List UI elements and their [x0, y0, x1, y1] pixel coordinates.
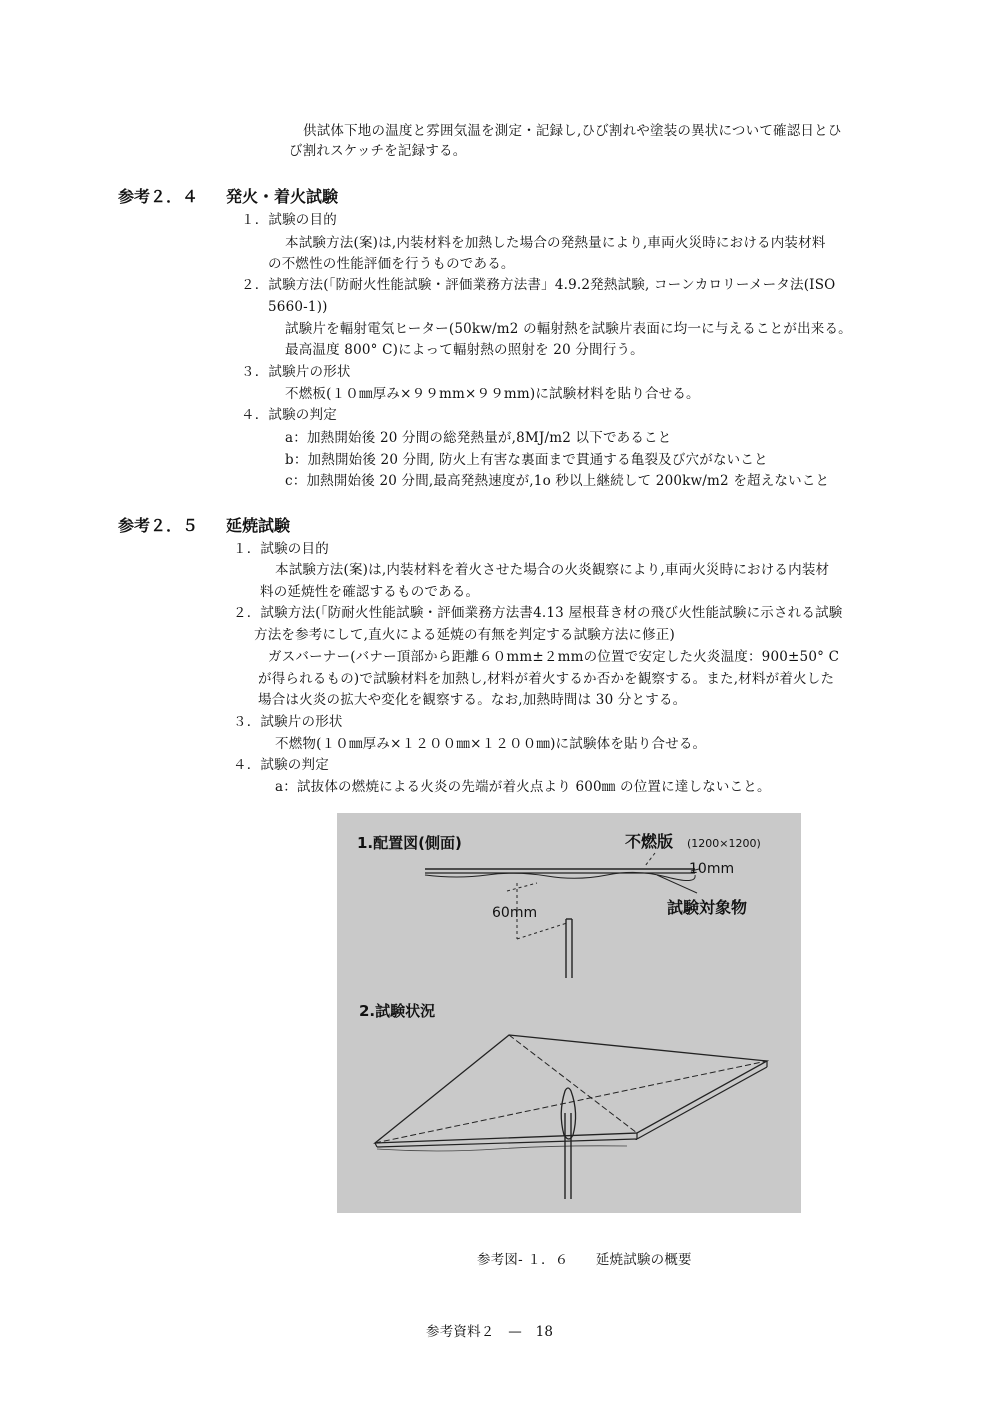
- s24-item4-a: a：加熱開始後 20 分間の総発熱量が,8MJ/m2 以下であること: [285, 430, 672, 446]
- intro-line-2: び割れスケッチを記録する。: [289, 143, 467, 159]
- s25-item3-line1: 不燃物(１０㎜厚み×１２００㎜×１２００㎜)に試験体を貼り合せる。: [275, 736, 707, 752]
- s24-item4-c: c：加熱開始後 20 分間,最高発熱速度が,1o 秒以上継続して 200kw/m2 を超えないこと: [285, 473, 830, 489]
- s24-item1-title: １．試験の目的: [241, 212, 337, 228]
- s24-item1-line2: の不燃性の性能評価を行うものである。: [268, 256, 515, 272]
- s25-item1-title: １．試験の目的: [233, 541, 329, 557]
- section-2-4-number: 参考２．４: [118, 187, 199, 206]
- s25-item2-line2: 方法を参考にして,直火による延焼の有無を判定する試験方法に修正): [254, 627, 675, 643]
- s25-item3-title: ３．試験片の形状: [233, 714, 343, 730]
- figure-caption: 参考図- １．６ 延焼試験の概要: [477, 1252, 692, 1268]
- s25-item2-line1: ２．試験方法(「防耐火性能試験・評価業務方法書4.13 屋根葺き材の飛び火性能試験に示される試験: [233, 605, 843, 621]
- section-2-5-title: 延焼試験: [226, 516, 291, 535]
- section-2-4-title: 発火・着火試験: [226, 187, 339, 206]
- s25-item2-line4: が得られるもの)で試験材料を加熱し,材料が着火するか否かを観察する。また,材料が着火した: [258, 671, 835, 687]
- intro-line-1: 供試体下地の温度と雰囲気温を測定・記録し,ひび割れや塗装の異状について確認日とひ: [303, 123, 842, 139]
- s24-item3-line1: 不燃板(１０㎜厚み×９９mm×９９mm)に試験材料を貼り合せる。: [285, 386, 700, 402]
- board-side-view: [425, 869, 695, 881]
- burner-with-flame: [561, 1088, 575, 1199]
- s24-item1-line1: 本試験方法(案)は,内装材料を加熱した場合の発熱量により,車両火災時における内装材料: [285, 235, 826, 251]
- s25-item2-line3: ガスバーナー(バナー頂部から距離６０mm±２mmの位置で安定した火炎温度：900±50° C: [268, 649, 840, 665]
- s25-item4-a: a：試抜体の燃焼による火炎の先端が着火点より 600㎜ の位置に達しないこと。: [275, 779, 771, 795]
- s25-item1-line2: 料の延焼性を確認するものである。: [260, 584, 480, 600]
- figure-label-2: 2.試験状況: [359, 1002, 436, 1020]
- section-2-5-number: 参考２．５: [118, 516, 199, 535]
- figure-label-1: 1.配置図(側面): [357, 834, 462, 852]
- s24-item2-line3: 試験片を輻射電気ヒーター(50kw/m2 の輻射熱を試験片表面に均一に与えることが出来る。: [285, 321, 852, 337]
- s24-item4-title: ４．試験の判定: [241, 407, 337, 423]
- board-size-label: (1200×1200): [687, 837, 761, 850]
- target-label: 試験対象物: [667, 898, 748, 917]
- s25-item2-line5: 場合は火炎の拡大や変化を観察する。なお,加熱時間は 30 分とする。: [258, 692, 687, 708]
- s24-item3-title: ３．試験片の形状: [241, 364, 351, 380]
- burner-side-view: [566, 919, 572, 978]
- s24-item2-line2: 5660-1)): [268, 299, 328, 315]
- s25-item4-title: ４．試験の判定: [233, 757, 329, 773]
- s25-item1-line1: 本試験方法(案)は,内装材料を着火させた場合の火炎観察により,車両火災時における内装材: [275, 562, 830, 578]
- thickness-label: 10mm: [689, 861, 735, 877]
- figure-burn-test: [337, 813, 801, 1213]
- page-footer: 参考資料２ — 18: [426, 1324, 554, 1340]
- s24-item2-line4: 最高温度 800° C)によって輻射熱の照射を 20 分間行う。: [285, 342, 644, 358]
- s24-item4-b: b：加熱開始後 20 分間, 防火上有害な裏面まで貫通する亀裂及び穴がないこと: [285, 452, 768, 468]
- board-label: 不燃版: [625, 832, 674, 851]
- distance-label: 60mm: [492, 905, 538, 921]
- s24-item2-line1: ２．試験方法(「防耐火性能試験・評価業務方法書」4.9.2発熱試験, コーンカロリーメータ法(ISO: [241, 277, 836, 293]
